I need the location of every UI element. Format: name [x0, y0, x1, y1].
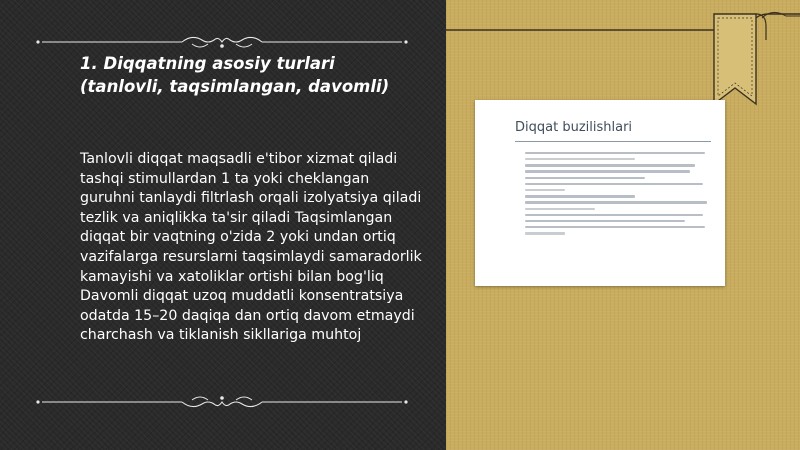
bottom-ornament-icon [32, 390, 412, 414]
slide-body-text: Tanlovli diqqat maqsadli e'tibor xizmat qiladi tashqi stimullardan 1 ta yoki cheklangan guruhni tanlaydi filtrlash orqali izolyatsiya qiladi tezlik va aniqlikka ta'sir qiladi Taqsimlangan diqqat bir vaqtning o'zida 2 yoki undan ortiq vazifalarga resurslarni taqsimlaydi samaradorlik kamayishi va xatoliklar ortishi bilan bog'liq Davomli diqqat uzoq muddatli konsentratsiya odatda 15–20 daqiqa dan ortiq davom etmaydi charchash va tiklanish sikllariga muhtoj [80, 151, 422, 344]
thumbnail-blurred-list [515, 148, 711, 235]
top-ornament-icon [32, 30, 412, 54]
thumbnail-title: Diqqat buzilishlari [515, 120, 633, 135]
slide-title: 1. Diqqatning asosiy turlari (tanlovli, taqsimlangan, davomli) [80, 54, 390, 96]
thumbnail-divider [515, 141, 711, 142]
slide-thumbnail-image [475, 100, 725, 286]
